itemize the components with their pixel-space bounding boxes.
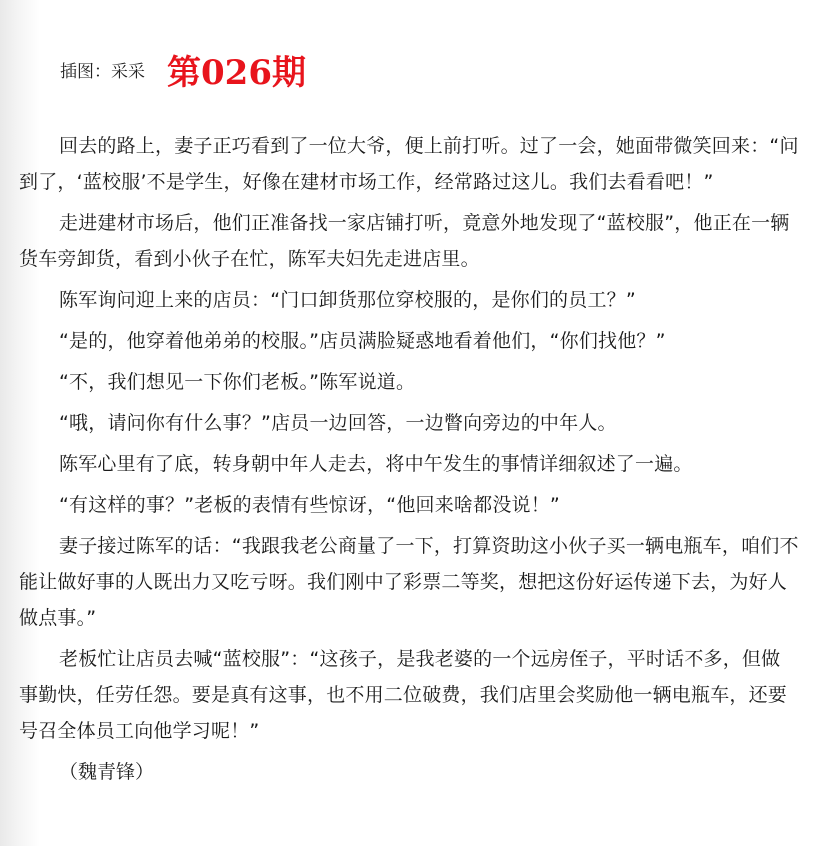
paragraph: 陈军心里有了底，转身朝中年人走去，将中午发生的事情详细叙述了一遍。	[59, 453, 693, 475]
paragraph: 走进建材市场后，他们正准备找一家店铺打听，竟意外地发现了“蓝校服”，他正在一辆货车旁卸货，看到小伙子在忙，陈军夫妇先走进店里。	[19, 212, 790, 270]
author-byline: （魏青锋）	[59, 761, 155, 783]
paragraph: “哦，请问你有什么事？”店员一边回答，一边瞥向旁边的中年人。	[59, 412, 617, 434]
paragraph: 妻子接过陈军的话：“我跟我老公商量了一下，打算资助这小伙子买一辆电瓶车，咱们不能让做好事的人既出力又吃亏呀。我们刚中了彩票二等奖，想把这份好运传递下去，为好人做点事。”	[19, 535, 799, 629]
paragraph: 回去的路上，妻子正巧看到了一位大爷，便上前打听。过了一会，她面带微笑回来：“问到了，‘蓝校服’不是学生，好像在建材市场工作，经常路过这儿。我们去看看吧！”	[19, 135, 799, 193]
paragraph: 陈军询问迎上来的店员：“门口卸货那位穿校服的，是你们的员工？”	[59, 289, 636, 311]
paragraph: “是的，他穿着他弟弟的校服。”店员满脸疑惑地看着他们，“你们找他？”	[59, 330, 666, 352]
paragraph: “有这样的事？”老板的表情有些惊讶，“他回来啥都没说！”	[59, 494, 560, 516]
article-header	[60, 44, 306, 94]
illustrator-credit: 插图：采采	[60, 61, 145, 82]
article-body	[19, 128, 799, 790]
issue-number: 第026期	[167, 52, 306, 93]
paragraph: 老板忙让店员去喊“蓝校服”：“这孩子，是我老婆的一个远房侄子，平时话不多，但做事勤快，任劳任怨。要是真有这事，也不用二位破费，我们店里会奖励他一辆电瓶车，还要号召全体员工向他学习呢！”	[19, 648, 788, 742]
paragraph: “不，我们想见一下你们老板。”陈军说道。	[59, 371, 416, 393]
